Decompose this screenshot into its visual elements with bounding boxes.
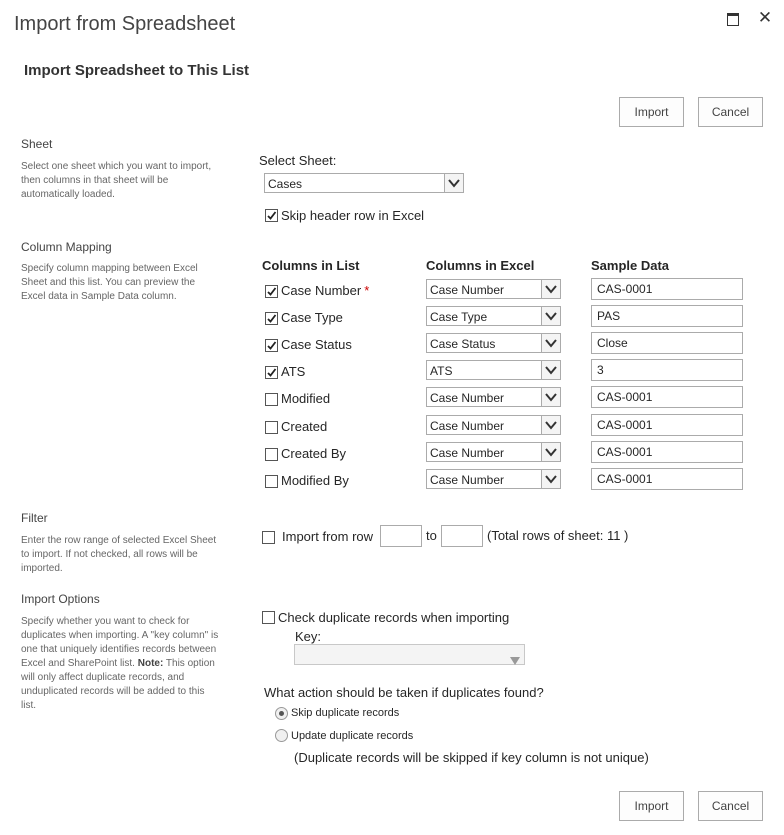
map-row-list-column: [281, 391, 333, 406]
chevron-down-icon: [541, 307, 560, 325]
maximize-icon[interactable]: [724, 8, 744, 28]
map-row-sample-data: CAS-0001: [591, 441, 743, 463]
check-duplicates-label: Check duplicate records when importing: [278, 610, 510, 625]
chevron-down-icon: [541, 416, 560, 434]
skip-duplicates-radio[interactable]: [275, 707, 288, 720]
options-desc-note: This option will only affect duplicate records, and unduplicated records will be added to this list.: [21, 658, 215, 711]
map-row-checkbox[interactable]: [265, 285, 278, 298]
options-section-title: Import Options: [21, 592, 100, 606]
import-from-row-checkbox[interactable]: [262, 531, 275, 544]
map-row-sample-data: PAS: [591, 305, 743, 327]
map-row-checkbox[interactable]: [265, 421, 278, 434]
map-row-list-name: Case Status: [281, 337, 352, 352]
map-row-excel-value: Case Type: [430, 310, 488, 324]
map-row-sample-data: CAS-0001: [591, 414, 743, 436]
map-row-list-name: Created By: [281, 446, 347, 461]
map-row-sample-data: Close: [591, 332, 743, 354]
map-row-excel-value: Case Number: [430, 473, 505, 487]
options-desc-main: Specify whether you want to check for duplicates when importing. A "key column" is one that uniquely identifies records between Excel and SharePoint list.: [21, 616, 219, 669]
sheet-select-value: Cases: [268, 177, 303, 191]
map-row-excel-value: ATS: [430, 364, 453, 378]
map-row-list-name: ATS: [281, 364, 306, 379]
check-duplicates-checkbox[interactable]: [262, 611, 275, 624]
skip-header-label: Skip header row in Excel: [281, 208, 425, 223]
map-row-list-column: [281, 473, 352, 488]
duplicate-note: (Duplicate records will be skipped if key column is not unique): [294, 750, 649, 765]
map-row-checkbox[interactable]: [265, 366, 278, 379]
import-from-row-label: Import from row: [282, 529, 374, 544]
chevron-down-icon: [541, 280, 560, 298]
map-row-excel-select[interactable]: [426, 333, 561, 353]
chevron-down-icon: [541, 388, 560, 406]
import-button-bottom[interactable]: Import: [619, 791, 684, 821]
map-row-excel-select[interactable]: [426, 306, 561, 326]
header-sample-data: Sample Data: [591, 258, 670, 273]
mapping-section-title: Column Mapping: [21, 240, 112, 254]
map-row-list-column: [281, 446, 349, 461]
map-row-sample-data: CAS-0001: [591, 386, 743, 408]
map-row-excel-select[interactable]: [426, 360, 561, 380]
sheet-select[interactable]: [264, 173, 464, 193]
map-row-excel-select[interactable]: [426, 279, 561, 299]
import-button-top[interactable]: Import: [619, 97, 684, 127]
header-columns-in-excel: Columns in Excel: [426, 258, 535, 273]
map-row-excel-value: Case Number: [430, 419, 505, 433]
map-row-checkbox[interactable]: [265, 475, 278, 488]
cancel-button-bottom[interactable]: Cancel: [698, 791, 763, 821]
sheet-section-title: Sheet: [21, 137, 53, 151]
options-section-desc: [21, 615, 221, 713]
update-duplicates-radio[interactable]: [275, 729, 288, 742]
map-row-list-name: Created: [281, 419, 328, 434]
map-row-checkbox[interactable]: [265, 312, 278, 325]
required-marker: *: [364, 283, 370, 298]
select-sheet-label: Select Sheet:: [259, 153, 337, 168]
map-row-excel-value: Case Number: [430, 283, 505, 297]
filter-section-desc: Enter the row range of selected Excel Sheet to import. If not checked, all rows will be imported.: [21, 535, 217, 574]
row-to-label: to: [426, 528, 437, 543]
map-row-sample-data: CAS-0001: [591, 278, 743, 300]
map-row-checkbox[interactable]: [265, 448, 278, 461]
key-select[interactable]: [294, 644, 525, 665]
mapping-section-desc: Specify column mapping between Excel Sheet and this list. You can preview the Excel data in Sample Data column.: [21, 263, 198, 302]
cancel-button-top[interactable]: Cancel: [698, 97, 763, 127]
map-row-excel-value: Case Status: [430, 337, 496, 351]
triangle-down-icon: [510, 651, 520, 671]
header-columns-in-list: Columns in List: [262, 258, 360, 273]
skip-duplicates-label: Skip duplicate records: [291, 707, 400, 719]
row-to-input[interactable]: [441, 525, 483, 547]
map-row-sample-data: CAS-0001: [591, 468, 743, 490]
dialog-title: Import from Spreadsheet: [14, 13, 236, 35]
map-row-list-column: [281, 283, 369, 298]
map-row-list-name: Case Number: [281, 283, 362, 298]
map-row-excel-select[interactable]: [426, 415, 561, 435]
row-from-input[interactable]: [380, 525, 422, 547]
map-row-checkbox[interactable]: [265, 339, 278, 352]
update-duplicates-label: Update duplicate records: [291, 730, 414, 742]
options-desc-note-label: Note:: [137, 658, 164, 669]
chevron-down-icon: [541, 334, 560, 352]
map-row-excel-select[interactable]: [426, 442, 561, 462]
duplicate-action-question: What action should be taken if duplicates found?: [264, 685, 544, 700]
map-row-excel-value: Case Number: [430, 391, 505, 405]
filter-section-title: Filter: [21, 511, 48, 525]
map-row-list-column: [281, 337, 355, 352]
chevron-down-icon: [444, 174, 463, 192]
map-row-excel-select[interactable]: [426, 387, 561, 407]
total-rows-text: (Total rows of sheet: 11 ): [487, 528, 629, 543]
chevron-down-icon: [541, 470, 560, 488]
key-label: Key:: [295, 629, 322, 644]
map-row-sample-data: 3: [591, 359, 743, 381]
map-row-excel-value: Case Number: [430, 446, 505, 460]
map-row-list-name: Case Type: [281, 310, 343, 325]
map-row-excel-select[interactable]: [426, 469, 561, 489]
skip-header-checkbox[interactable]: [265, 209, 278, 222]
chevron-down-icon: [541, 443, 560, 461]
map-row-checkbox[interactable]: [265, 393, 278, 406]
map-row-list-column: [281, 419, 330, 434]
map-row-list-column: [281, 364, 308, 379]
chevron-down-icon: [541, 361, 560, 379]
map-row-list-name: Modified: [281, 391, 331, 406]
map-row-list-name: Modified By: [281, 473, 349, 488]
close-icon[interactable]: ✕: [757, 8, 773, 27]
map-row-list-column: [281, 310, 346, 325]
sheet-section-desc: Select one sheet which you want to import, then columns in that sheet will be automatically loaded.: [21, 161, 212, 200]
page-title: Import Spreadsheet to This List: [24, 62, 250, 79]
